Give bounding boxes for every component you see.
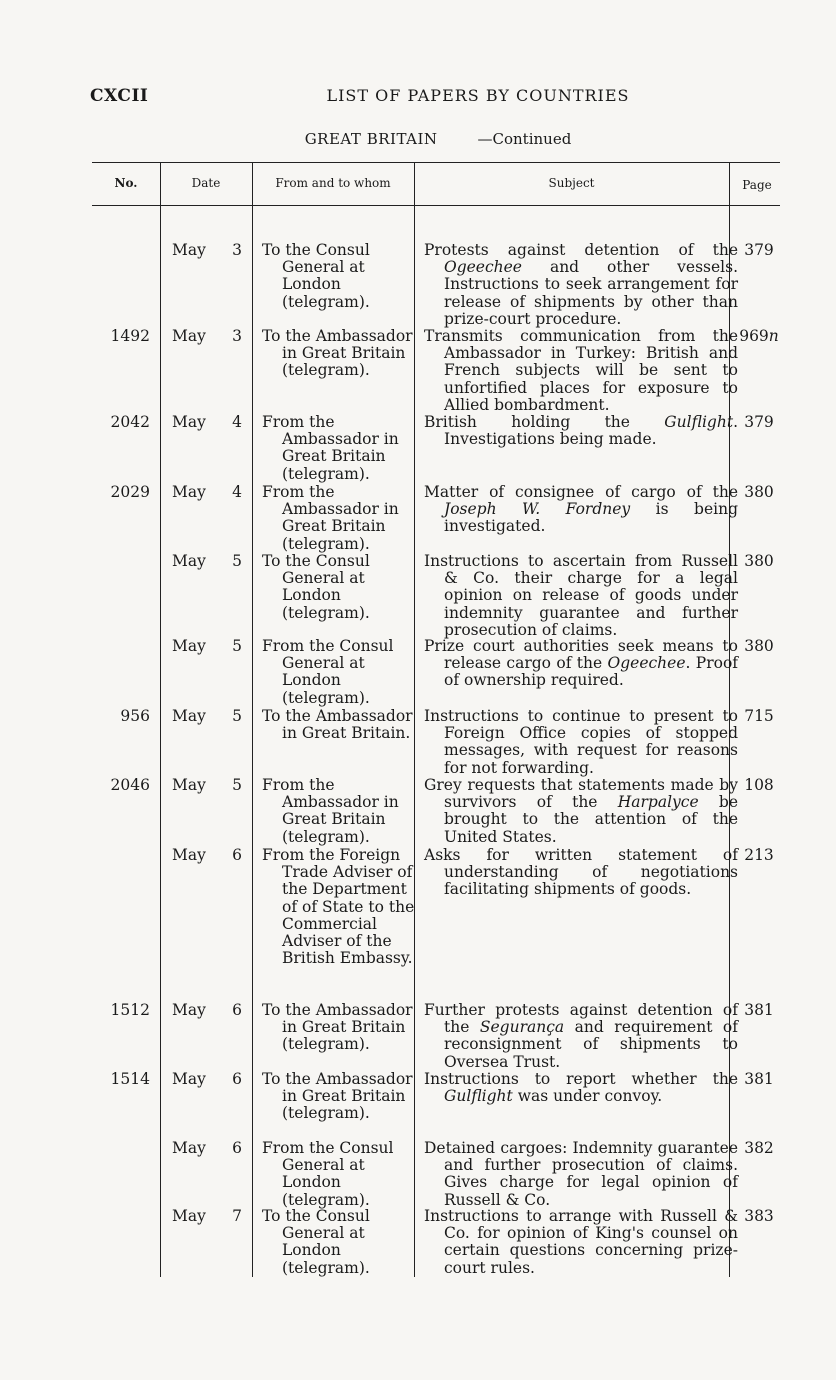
row-number: 1512: [110, 1001, 150, 1019]
row-day: 5: [232, 707, 242, 725]
row-date: [172, 777, 242, 794]
row-day: 4: [232, 483, 242, 501]
row-page: 380: [744, 637, 774, 655]
row-page: 380: [744, 552, 774, 570]
row-from-to: To the Consul General at London (telegram).: [262, 552, 370, 622]
page-number: CXCII: [90, 86, 149, 106]
row-day: 3: [232, 327, 242, 345]
vessel-name: Gulflight: [444, 1087, 513, 1106]
row-date: [172, 1208, 242, 1225]
row-number: 2046: [110, 776, 150, 794]
section-name: GREAT BRITAIN: [304, 130, 438, 148]
row-subject: Detained cargoes: Indemnity guarantee and further prosecution of claims. Gives charge for legal opinion of Russell & Co.: [424, 1139, 738, 1209]
row-number: 1492: [110, 327, 150, 345]
row-subject: Matter of consignee of cargo of the Joseph W. Fordney is being investigated.: [424, 483, 738, 536]
header-subject: Subject: [548, 176, 595, 190]
row-page: 715: [744, 707, 774, 725]
table-top-rule: [92, 162, 780, 163]
column-divider: [160, 162, 161, 1277]
row-month: May: [172, 846, 206, 864]
row-page: 213: [744, 846, 774, 864]
row-month: May: [172, 413, 206, 431]
vessel-name: Ogeechee: [607, 654, 686, 673]
row-from-to: From the Consul General at London (telegram).: [262, 1139, 394, 1209]
row-subject: Prize court authorities seek means to release cargo of the Ogeechee. Proof of ownership required.: [424, 637, 739, 690]
row-page: 380: [744, 483, 774, 501]
row-month: May: [172, 327, 206, 345]
row-date: [172, 847, 242, 864]
row-from-to: To the Ambassador in Great Britain (telegram).: [262, 1070, 413, 1123]
row-date: [172, 1140, 242, 1157]
row-subject: Instructions to report whether the Gulflight was under convoy.: [424, 1070, 738, 1106]
row-day: 7: [232, 1207, 242, 1225]
row-number: 1514: [110, 1070, 150, 1088]
row-day: 6: [232, 846, 242, 864]
header-date: Date: [191, 176, 221, 190]
row-day: 5: [232, 552, 242, 570]
section-continued: —Continued: [477, 130, 572, 148]
row-day: 6: [232, 1001, 242, 1019]
row-day: 6: [232, 1070, 242, 1088]
row-from-to: From the Ambassador in Great Britain (telegram).: [262, 483, 399, 553]
vessel-name: Ogeechee: [444, 258, 522, 277]
row-number: 956: [120, 707, 150, 725]
row-month: May: [172, 707, 206, 725]
row-month: May: [172, 552, 206, 570]
row-date: [172, 242, 242, 259]
row-from-to: From the Consul General at London (telegram).: [262, 637, 394, 707]
row-page: 108: [744, 776, 774, 794]
row-page: 381: [744, 1070, 774, 1088]
row-from-to: From the Foreign Trade Adviser of the Department of of State to the Commercial Adviser of the British Embassy.: [262, 846, 415, 968]
row-from-to: From the Ambassador in Great Britain (telegram).: [262, 776, 399, 846]
row-page: 381: [744, 1001, 774, 1019]
row-day: 3: [232, 241, 242, 259]
row-month: May: [172, 483, 206, 501]
row-subject: Instructions to arrange with Russell & Co. for opinion of King's counsel on certain questions concerning prize-court rules.: [424, 1207, 738, 1277]
row-number: 2042: [110, 413, 150, 431]
vessel-name: Gulflight: [664, 413, 734, 431]
row-from-to: To the Consul General at London (telegram).: [262, 241, 370, 311]
row-date: [172, 708, 242, 725]
row-from-to: To the Ambassador in Great Britain (telegram).: [262, 1001, 413, 1054]
row-page: 382: [744, 1139, 774, 1157]
row-date: [172, 638, 242, 655]
row-month: May: [172, 637, 206, 655]
row-date: [172, 414, 242, 431]
row-subject: Protests against detention of the Ogeechee and other vessels. Instructions to seek arrangement for release of shipments by other than prize-court procedure.: [424, 241, 738, 328]
column-divider: [252, 162, 253, 1277]
vessel-name: Segurança: [479, 1018, 565, 1037]
row-date: [172, 553, 242, 570]
row-subject: Grey requests that statements made by survivors of the Harpalyce be brought to the attention of the United States.: [424, 776, 738, 846]
row-subject: Asks for written statement of understanding of negotiations facilitating shipments of goods.: [424, 846, 738, 899]
row-page: 969n: [739, 327, 779, 345]
row-month: May: [172, 241, 206, 259]
row-date: [172, 484, 242, 501]
running-head: LIST OF PAPERS BY COUNTRIES: [326, 86, 630, 105]
row-page: 383: [744, 1207, 774, 1225]
header-from-to: From and to whom: [275, 176, 391, 190]
header-no: No.: [114, 176, 138, 190]
row-from-to: To the Ambassador in Great Britain.: [262, 707, 413, 743]
row-from-to: To the Consul General at London (telegram).: [262, 1207, 370, 1277]
row-day: 6: [232, 1139, 242, 1157]
vessel-name: Harpalyce: [617, 793, 699, 812]
row-number: 2029: [110, 483, 150, 501]
row-day: 5: [232, 776, 242, 794]
row-month: May: [172, 1207, 206, 1225]
row-subject: Transmits communication from the Ambassador in Turkey: British and French subjects will be sent to unfortified places for exposure to Allied bombardment.: [424, 327, 738, 414]
header-page: Page: [742, 178, 772, 192]
row-subject: British holding the Gulflight. Investigations being made.: [424, 413, 738, 449]
row-subject: Instructions to continue to present to Foreign Office copies of stopped messages, with request for reasons for not forwarding.: [424, 707, 738, 777]
section-title: [0, 130, 836, 148]
row-from-to: To the Ambassador in Great Britain (telegram).: [262, 327, 413, 380]
row-month: May: [172, 776, 206, 794]
row-subject: Instructions to ascertain from Russell & Co. their charge for a legal opinion on release of goods under indemnity guarantee and further prosecution of claims.: [424, 552, 738, 639]
row-subject: Further protests against detention of the Segurança and requirement of reconsignment of shipments to Oversea Trust.: [424, 1001, 738, 1071]
row-day: 4: [232, 413, 242, 431]
row-date: [172, 1002, 242, 1019]
row-page: 379: [744, 241, 774, 259]
vessel-name: Joseph W. Fordney: [444, 500, 631, 519]
row-date: [172, 328, 242, 345]
row-month: May: [172, 1070, 206, 1088]
row-month: May: [172, 1001, 206, 1019]
row-month: May: [172, 1139, 206, 1157]
row-from-to: From the Ambassador in Great Britain (telegram).: [262, 413, 399, 483]
row-day: 5: [232, 637, 242, 655]
header-bottom-rule: [92, 205, 780, 206]
row-date: [172, 1071, 242, 1088]
row-page: 379: [744, 413, 774, 431]
